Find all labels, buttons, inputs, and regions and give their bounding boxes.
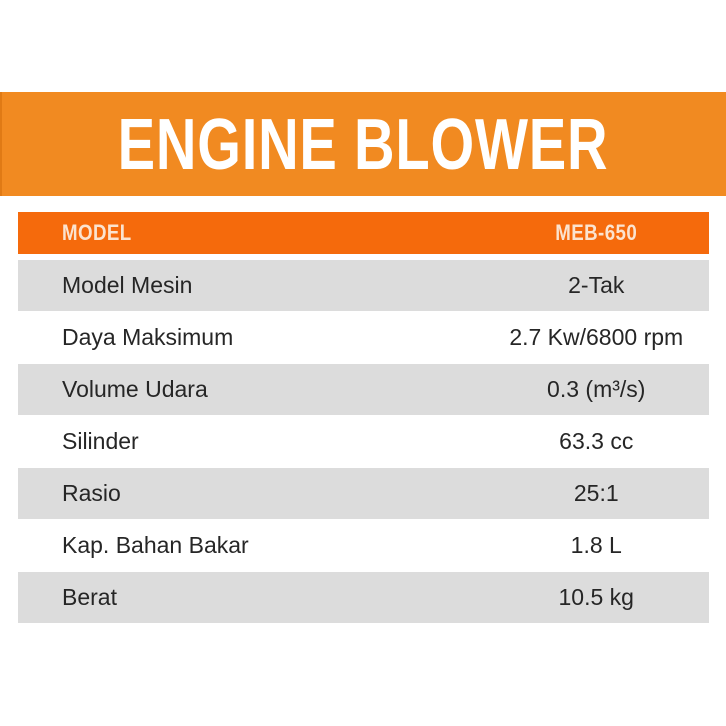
row-value: 10.5 kg bbox=[408, 572, 710, 624]
table-row bbox=[18, 364, 709, 416]
header-key: MODEL bbox=[18, 212, 408, 254]
row-value: 63.3 cc bbox=[408, 416, 710, 468]
table-row bbox=[18, 572, 709, 624]
row-value: 0.3 (m³/s) bbox=[408, 364, 710, 416]
row-value: 1.8 L bbox=[408, 520, 710, 572]
table-row bbox=[18, 416, 709, 468]
row-value: 2-Tak bbox=[408, 260, 710, 312]
table-row bbox=[18, 468, 709, 520]
row-key: Berat bbox=[18, 572, 408, 624]
product-title: ENGINE BLOWER bbox=[117, 105, 609, 185]
row-key: Model Mesin bbox=[18, 260, 408, 312]
row-key: Daya Maksimum bbox=[18, 312, 408, 364]
table-header-row bbox=[18, 212, 709, 254]
row-key: Silinder bbox=[18, 416, 408, 468]
row-value: 25:1 bbox=[408, 468, 710, 520]
table-row bbox=[18, 260, 709, 312]
table-row bbox=[18, 312, 709, 364]
header-value: MEB-650 bbox=[408, 212, 710, 254]
row-key: Kap. Bahan Bakar bbox=[18, 520, 408, 572]
spec-table bbox=[18, 212, 709, 624]
row-key: Volume Udara bbox=[18, 364, 408, 416]
row-key: Rasio bbox=[18, 468, 408, 520]
row-value: 2.7 Kw/6800 rpm bbox=[408, 312, 710, 364]
table-row bbox=[18, 520, 709, 572]
